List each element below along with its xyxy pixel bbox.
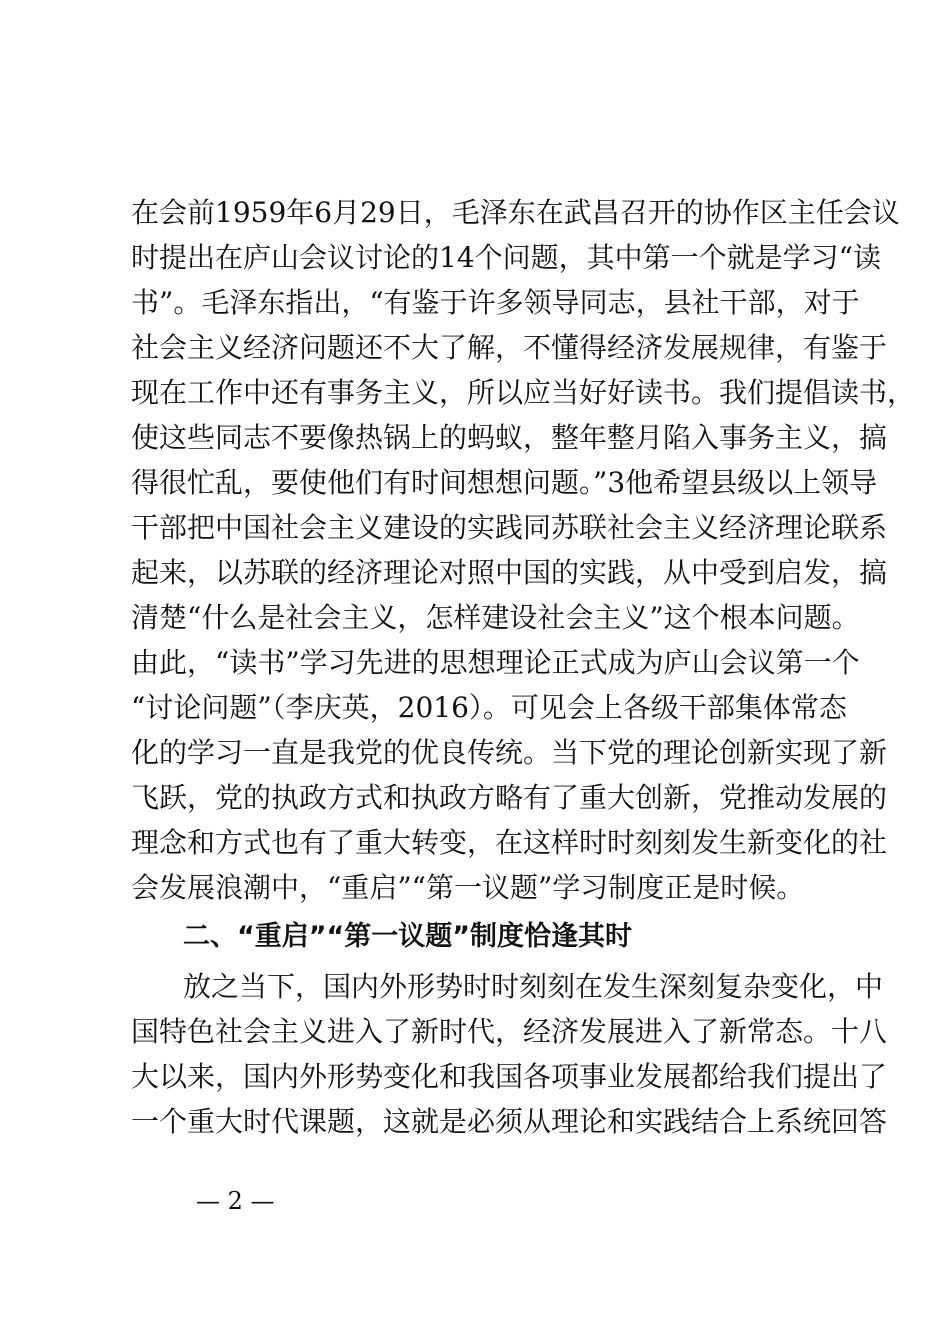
paragraph-line: 使这些同志不要像热锅上的蚂蚁，整年整月陷入事务主义，搞 <box>131 421 888 454</box>
paragraph-line: 起来，以苏联的经济理论对照中国的实践，从中受到启发，搞 <box>131 556 888 589</box>
paragraph-line: 放之当下，国内外形势时时刻刻在发生深刻复杂变化，中 <box>183 970 884 1003</box>
paragraph-line: 一个重大时代课题，这就是必须从理论和实践结合上系统回答 <box>131 1105 888 1138</box>
paragraph-line: 干部把中国社会主义建设的实践同苏联社会主义经济理论联系 <box>131 511 888 544</box>
page-number: — 2 — <box>196 1187 275 1215</box>
paragraph-line: 书”。毛泽东指出，“有鉴于许多领导同志，县社干部，对于 <box>131 286 860 319</box>
paragraph-line: 会发展浪潮中，“重启”“第一议题”学习制度正是时候。 <box>131 871 805 904</box>
paragraph-line: 清楚“什么是社会主义，怎样建设社会主义”这个根本问题。 <box>131 601 860 634</box>
paragraph-line: 在会前1959年6月29日，毛泽东在武昌召开的协作区主任会议 <box>131 196 900 229</box>
paragraph-line: 化的学习一直是我党的优良传统。当下党的理论创新实现了新 <box>131 736 888 769</box>
paragraph-line: 得很忙乱，要使他们有时间想想问题。”3他希望县级以上领导 <box>131 466 878 499</box>
paragraph-line: 时提出在庐山会议讨论的14个问题，其中第一个就是学习“读 <box>131 241 881 274</box>
paragraph-line: 现在工作中还有事务主义，所以应当好好读书。我们提倡读书， <box>131 376 916 409</box>
section-heading: 二、“重启”“第一议题”制度恰逢其时 <box>183 921 632 952</box>
paragraph-line: “讨论问题”（李庆英，2016）。可见会上各级干部集体常态 <box>131 691 847 724</box>
paragraph-line: 社会主义经济问题还不大了解，不懂得经济发展规律，有鉴于 <box>131 331 888 364</box>
paragraph-line: 大以来，国内外形势变化和我国各项事业发展都给我们提出了 <box>131 1060 888 1093</box>
paragraph-line: 由此，“读书”学习先进的思想理论正式成为庐山会议第一个 <box>131 646 860 679</box>
paragraph-line: 飞跃，党的执政方式和执政方略有了重大创新，党推动发展的 <box>131 781 888 814</box>
paragraph-line: 理念和方式也有了重大转变，在这样时时刻刻发生新变化的社 <box>131 826 888 859</box>
paragraph-line: 国特色社会主义进入了新时代，经济发展进入了新常态。十八 <box>131 1015 888 1048</box>
